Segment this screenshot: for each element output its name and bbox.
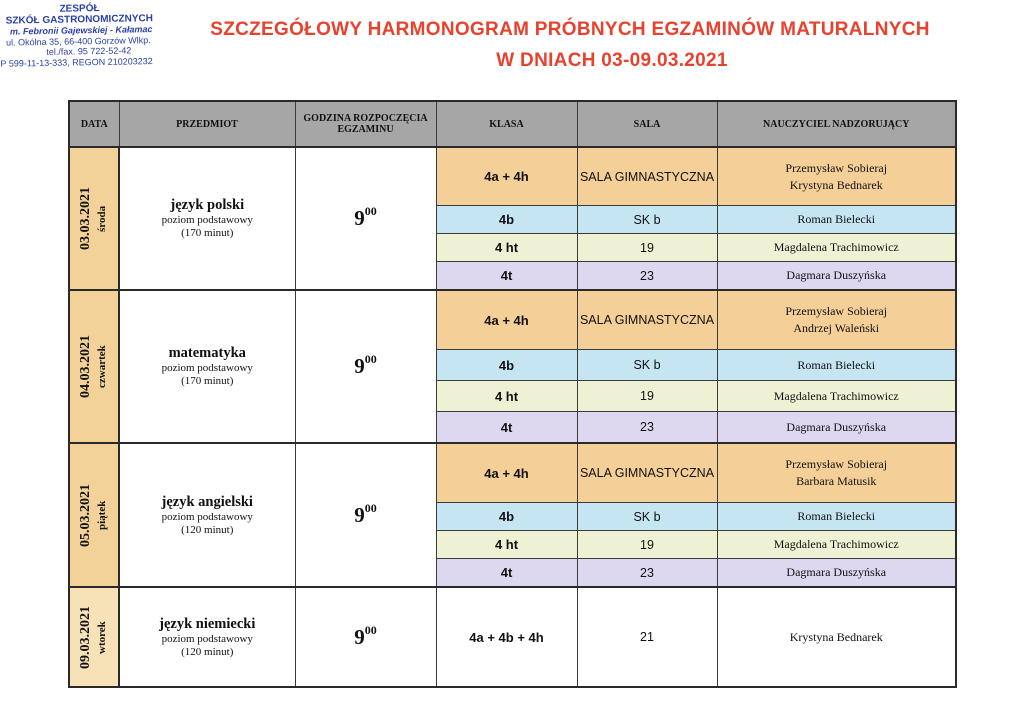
teacher-cell: Dagmara Duszyńska (717, 559, 956, 588)
teacher-cell: Magdalena Trachimowicz (717, 531, 956, 559)
teacher-cell: Roman Bielecki (717, 206, 956, 234)
time-minutes: 00 (364, 622, 377, 637)
time-minutes: 00 (364, 204, 377, 218)
sala-cell: 23 (577, 412, 717, 444)
table-row (69, 147, 956, 206)
header-date: DATA (69, 101, 119, 147)
teacher-cell: Roman Bielecki (717, 503, 956, 531)
time-hour: 9 (354, 354, 365, 378)
klasa-cell: 4a + 4h (436, 443, 577, 503)
page-title: SZCZEGÓŁOWY HARMONOGRAM PRÓBNYCH EGZAMINÓW MATURALNYCH (210, 19, 930, 40)
time-hour: 9 (354, 206, 365, 230)
stamp-line: SZKÓŁ GASTRONOMICZNYCH (5, 12, 154, 27)
weekday-label: środa (96, 205, 108, 232)
teacher-name: Przemysław Sobieraj (785, 304, 888, 318)
subject-name: język polski (170, 197, 245, 213)
sala-cell: 23 (577, 559, 717, 588)
table-row (69, 587, 956, 687)
sala-cell: SALA GIMNASTYCZNA (577, 443, 717, 503)
subject-cell (119, 587, 295, 687)
date-label: 05.03.2021 (78, 483, 93, 547)
subject-duration: (120 minut) (181, 645, 234, 658)
subject-name: język angielski (161, 493, 253, 510)
teacher-cell: Krystyna Bednarek (717, 587, 956, 687)
time-hour: 9 (354, 502, 365, 527)
weekday-label: czwartek (96, 345, 108, 388)
subject-level: poziom podstawowy (161, 632, 253, 645)
table-row (69, 290, 956, 350)
page-subtitle: W DNIACH 03-09.03.2021 (496, 50, 728, 71)
stamp-line: ZESPÓŁ (59, 3, 100, 15)
subject-level: poziom podstawowy (161, 214, 253, 226)
teacher-name: Krystyna Bednarek (789, 177, 883, 192)
klasa-cell: 4b (436, 503, 577, 531)
teacher-cell: Dagmara Duszyńska (717, 262, 956, 291)
date-label: 03.03.2021 (78, 187, 93, 250)
teacher-cell: Magdalena Trachimowicz (717, 381, 956, 412)
stamp-line: tel./fax. 95 722-52-42 (46, 45, 132, 57)
teacher-name: Barbara Matusik (796, 474, 877, 488)
sala-cell: 21 (577, 587, 717, 687)
subject-level: poziom podstawowy (161, 362, 253, 374)
klasa-cell: 4a + 4h (436, 147, 577, 206)
header-subject: PRZEDMIOT (119, 101, 295, 147)
klasa-cell: 4b (436, 206, 577, 234)
time-minutes: 00 (364, 352, 377, 366)
klasa-cell: 4t (436, 412, 577, 444)
sala-cell: 19 (577, 234, 717, 262)
klasa-cell: 4 ht (436, 381, 577, 412)
subject-cell (119, 147, 295, 290)
klasa-cell: 4t (436, 559, 577, 588)
header-klasa: KLASA (436, 101, 577, 147)
sala-cell: 23 (577, 262, 717, 291)
sala-cell: 19 (577, 381, 717, 412)
klasa-cell: 4t (436, 262, 577, 291)
subject-duration: (170 minut) (181, 227, 234, 239)
header-time: GODZINA ROZPOCZĘCIA EGZAMINU (295, 101, 436, 147)
weekday-label: piątek (96, 500, 108, 530)
weekday-label: wtorek (96, 620, 108, 654)
date-cell (69, 443, 119, 587)
klasa-cell: 4b (436, 350, 577, 381)
subject-cell (119, 443, 295, 587)
sala-cell: SALA GIMNASTYCZNA (577, 290, 717, 350)
start-time (295, 443, 436, 587)
start-time (295, 587, 436, 687)
klasa-cell: 4a + 4h (436, 290, 577, 350)
header-teacher: NAUCZYCIEL NADZORUJĄCY (717, 101, 956, 147)
teacher-cell (717, 443, 956, 503)
date-label: 09.03.2021 (78, 605, 93, 669)
subject-level: poziom podstawowy (161, 510, 253, 523)
stamp-line: ul. Okólna 35, 66-400 Gorzów Wlkp. (6, 34, 151, 48)
start-time (295, 147, 436, 290)
stamp-line: P 599-11-13-333, REGON 210203232 (0, 55, 153, 69)
sala-cell: SALA GIMNASTYCZNA (577, 147, 717, 206)
teacher-cell: Dagmara Duszyńska (717, 412, 956, 444)
subject-name: matematyka (168, 345, 246, 361)
sala-cell: 19 (577, 531, 717, 559)
teacher-cell: Roman Bielecki (717, 350, 956, 381)
klasa-cell: 4 ht (436, 531, 577, 559)
teacher-name: Andrzej Waleński (793, 321, 880, 335)
date-label: 04.03.2021 (78, 335, 93, 398)
teacher-cell (717, 290, 956, 350)
header-row (69, 101, 956, 147)
subject-name: język niemiecki (159, 615, 256, 632)
stamp-line: m. Febronii Gajewskiej - Kałamac (9, 24, 153, 37)
subject-duration: (170 minut) (181, 375, 234, 387)
sala-cell: SK b (577, 206, 717, 234)
sala-cell: SK b (577, 503, 717, 531)
teacher-name: Przemysław Sobieraj (785, 457, 888, 471)
time-minutes: 00 (364, 500, 377, 515)
start-time (295, 290, 436, 443)
klasa-cell: 4a + 4b + 4h (436, 587, 577, 687)
date-cell (69, 290, 119, 443)
subject-duration: (120 minut) (181, 523, 234, 536)
time-hour: 9 (354, 624, 365, 649)
subject-cell (119, 290, 295, 443)
table-row (69, 443, 956, 503)
date-cell (69, 587, 119, 687)
date-cell (69, 147, 119, 290)
header-sala: SALA (577, 101, 717, 147)
teacher-name: Przemysław Sobieraj (785, 160, 888, 175)
teacher-cell (717, 147, 956, 206)
schedule-table (68, 100, 957, 688)
sala-cell: SK b (577, 350, 717, 381)
klasa-cell: 4 ht (436, 234, 577, 262)
teacher-cell: Magdalena Trachimowicz (717, 234, 956, 262)
